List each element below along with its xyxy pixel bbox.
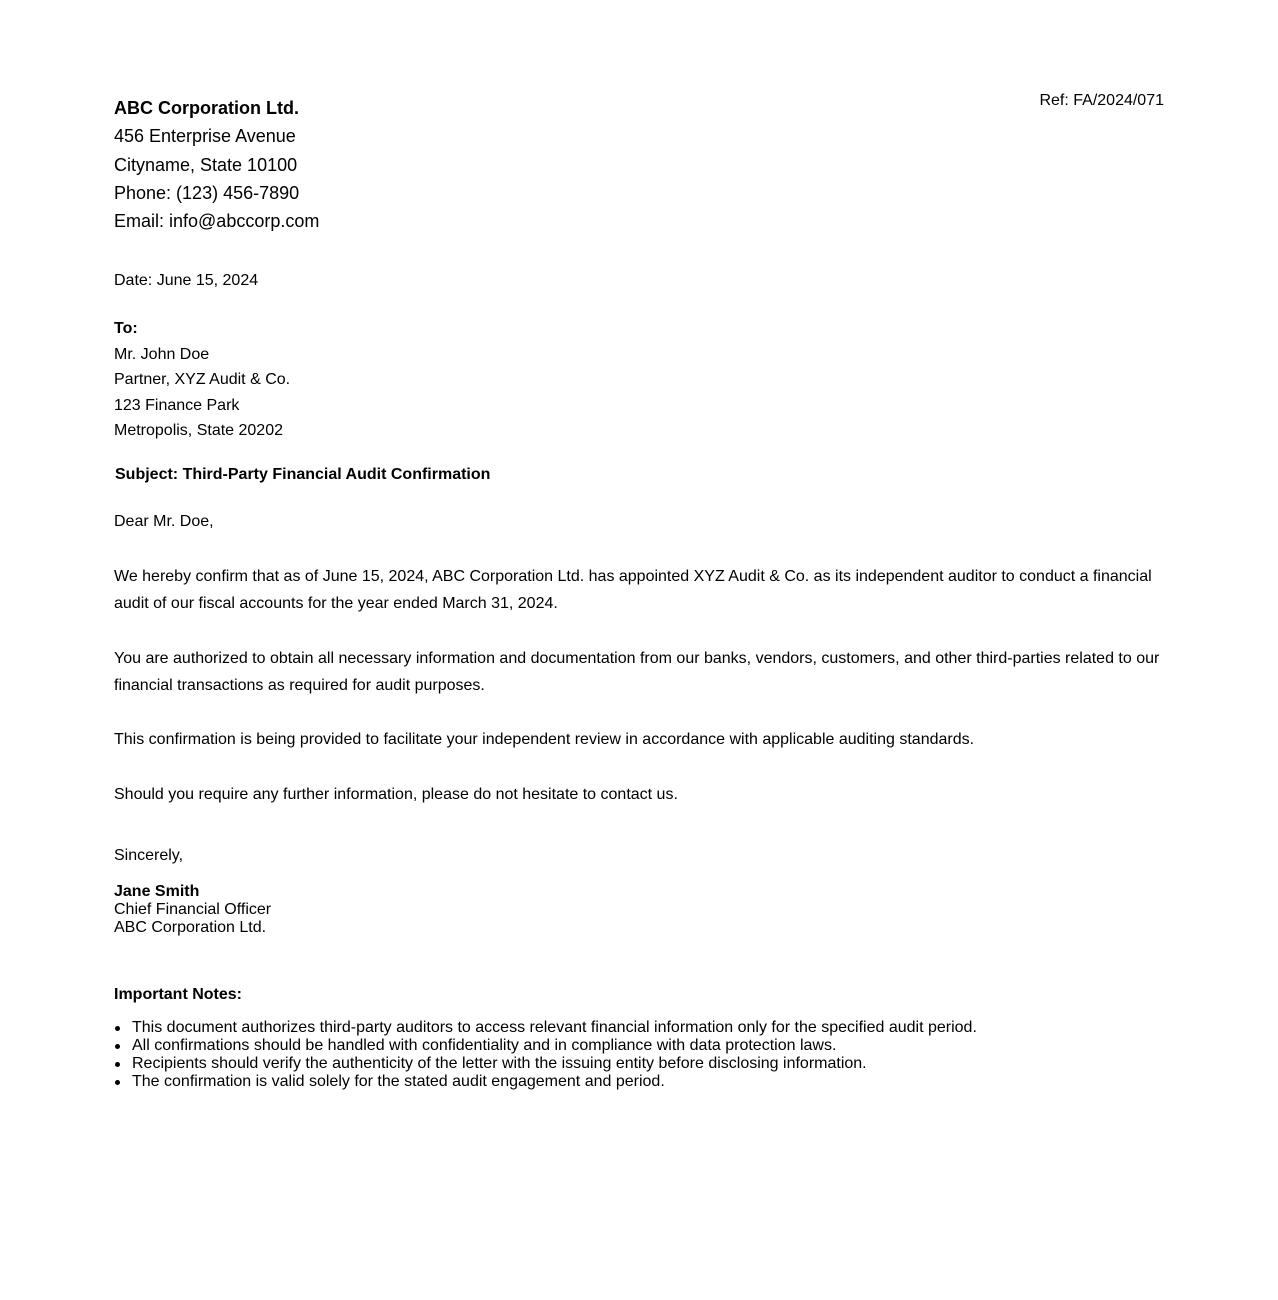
body-paragraph-2: You are authorized to obtain all necessary information and documentation from our banks, vendors, customers, and other third-parties related to our financial transactions as required for audit purposes. (114, 650, 1160, 694)
recipient-name: Mr. John Doe (114, 345, 210, 363)
letter-date: Date: June 15, 2024 (114, 272, 259, 289)
list-item (132, 1073, 977, 1091)
notes-list (114, 1019, 977, 1091)
signatory-title: Chief Financial Officer (114, 901, 272, 918)
sender-address-line2: Cityname, State 10100 (114, 154, 298, 175)
list-item (132, 1019, 977, 1037)
bullet-icon (115, 1044, 120, 1049)
body-paragraph-3: This confirmation is being provided to facilitate your independent review in accordance with applicable auditing standards. (114, 731, 975, 748)
note-text: This document authorizes third-party auditors to access relevant financial information only for the specified audit period. (132, 1019, 977, 1036)
recipient-label: To: (114, 320, 138, 337)
signatory-name: Jane Smith (114, 883, 200, 900)
note-text: The confirmation is valid solely for the stated audit engagement and period. (132, 1073, 665, 1090)
reference-number: Ref: FA/2024/071 (1039, 92, 1164, 109)
list-item (132, 1037, 977, 1055)
subject-line: Subject: Third-Party Financial Audit Confirmation (115, 466, 491, 483)
body-paragraph-4: Should you require any further information, please do not hesitate to contact us. (114, 786, 678, 803)
bullet-icon (115, 1080, 120, 1085)
sender-block (114, 94, 319, 235)
note-text: All confirmations should be handled with confidentiality and in compliance with data protection laws. (132, 1037, 837, 1054)
sender-phone: Phone: (123) 456-7890 (114, 182, 300, 203)
salutation: Dear Mr. Doe, (114, 513, 214, 530)
note-text: Recipients should verify the authenticity of the letter with the issuing entity before disclosing information. (132, 1055, 867, 1072)
recipient-address-line1: 123 Finance Park (114, 396, 240, 414)
signature-block (114, 883, 271, 937)
sender-address-line1: 456 Enterprise Avenue (114, 126, 296, 147)
recipient-title: Partner, XYZ Audit & Co. (114, 371, 291, 389)
closing: Sincerely, (114, 847, 184, 864)
body-paragraph-1: We hereby confirm that as of June 15, 2024, ABC Corporation Ltd. has appointed XYZ Audit & Co. as its independent auditor to conduct a financial audit of our fiscal accounts for the year ended March 31, 2024. (114, 568, 1152, 612)
sender-company: ABC Corporation Ltd. (114, 98, 299, 118)
notes-title: Important Notes: (114, 986, 242, 1003)
list-item (132, 1055, 977, 1073)
recipient-address-line2: Metropolis, State 20202 (114, 422, 283, 440)
sender-email: Email: info@abccorp.com (114, 211, 320, 232)
recipient-block (114, 316, 290, 444)
signatory-company: ABC Corporation Ltd. (114, 919, 267, 936)
bullet-icon (115, 1062, 120, 1067)
bullet-icon (115, 1026, 120, 1031)
